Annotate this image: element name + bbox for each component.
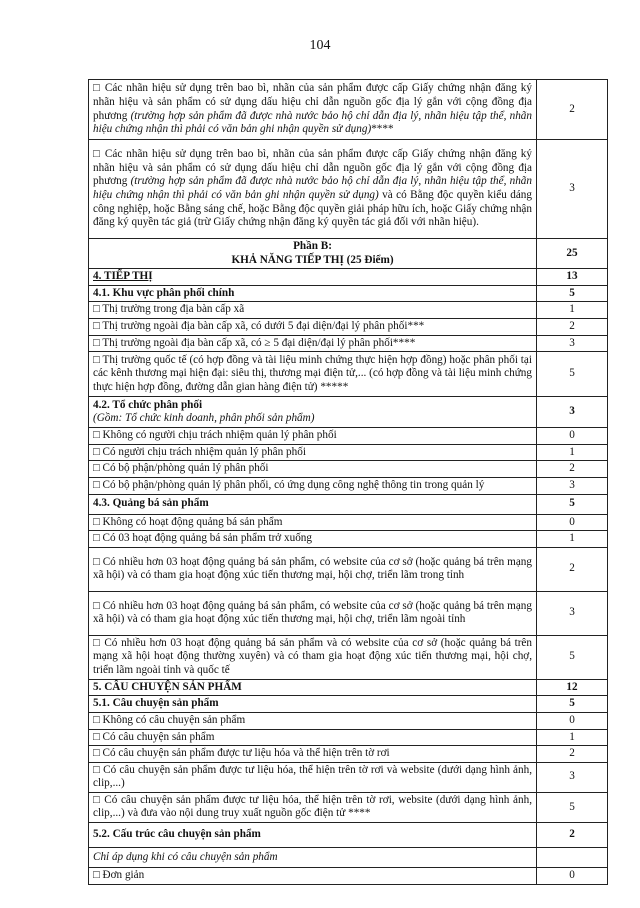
score-cell: 2 — [537, 823, 608, 848]
subsection-title: 5.1. Câu chuyện sản phẩm — [89, 696, 537, 713]
score-cell: 5 — [537, 352, 608, 397]
criterion-text: □ Thị trường quốc tế (có hợp đồng và tài liệu minh chứng thực hiện hợp đồng) hoặc phân phối tại các kênh thương mại hiện đại: siêu thị, thương mại điện tử,... (có hợp đồng và tài liệu minh chứng thực hiện hợp đồng, đường dẫn gian hàng điện tử) ***** — [89, 352, 537, 397]
table-row — [89, 729, 608, 746]
score-cell: 3 — [537, 477, 608, 494]
section-row — [89, 679, 608, 696]
score-cell: 1 — [537, 302, 608, 319]
part-header-row — [89, 239, 608, 269]
criterion-text: □ Có nhiều hơn 03 hoạt động quảng bá sản phẩm, có website của cơ sở (hoặc quảng bá trên mạng xã hội) và có tham gia hoạt động xúc tiến thương mại, hội chợ, triển lãm ngoài tỉnh — [89, 591, 537, 635]
criterion-text: □ Thị trường ngoài địa bàn cấp xã, có dưới 5 đại diện/đại lý phân phối*** — [89, 318, 537, 335]
text-part: □ Các nhãn hiệu sử dụng trên bao bì, nhãn của sản phẩm được cấp Giấy chứng nhận đăng ký nhãn hiệu và sản phẩm có sử dụng dấu hiệu chỉ dẫn nguồn gốc địa lý gắn với cộng đồng địa phương — [93, 82, 532, 122]
table-row — [89, 514, 608, 531]
score-cell: 3 — [537, 762, 608, 792]
score-cell: 5 — [537, 696, 608, 713]
criterion-text: □ Không có câu chuyện sản phẩm — [89, 712, 537, 729]
subsection-title: 4.3. Quảng bá sản phẩm — [89, 494, 537, 514]
score-cell: 1 — [537, 729, 608, 746]
table-row — [89, 591, 608, 635]
score-cell — [537, 848, 608, 868]
subsection-row — [89, 696, 608, 713]
score-cell: 25 — [537, 239, 608, 269]
criterion-text: □ Có nhiều hơn 03 hoạt động quảng bá sản phẩm và có website của cơ sở (hoặc quảng bá trên mạng xã hội hoạt động thường xuyên) và có tham gia hoạt động xúc tiến thương mại, hội chợ, triển lãm ngoài tỉnh và quốc tế — [89, 635, 537, 679]
table-row — [89, 335, 608, 352]
section-row — [89, 269, 608, 286]
page-number: 104 — [309, 38, 331, 53]
table-row — [89, 428, 608, 445]
score-cell: 2 — [537, 746, 608, 763]
criterion-text: □ Không có người chịu trách nhiệm quản lý phân phối — [89, 428, 537, 445]
criterion-text: □ Có câu chuyện sản phẩm được tư liệu hóa và thể hiện trên tờ rơi — [89, 746, 537, 763]
score-cell: 1 — [537, 444, 608, 461]
part-title-line: KHẢ NĂNG TIẾP THỊ (25 Điểm) — [231, 253, 394, 266]
table-row — [89, 547, 608, 591]
note-row — [89, 848, 608, 868]
table-row — [89, 352, 608, 397]
criterion-text: □ Có bộ phận/phòng quản lý phân phối, có ứng dụng công nghệ thông tin trong quản lý — [89, 477, 537, 494]
score-cell: 3 — [537, 397, 608, 428]
criterion-text: □ Có 03 hoạt động quảng bá sản phẩm trở xuống — [89, 531, 537, 548]
subsection-label: 4.2. Tổ chức phân phối — [93, 398, 203, 411]
table-row — [89, 712, 608, 729]
table-row — [89, 762, 608, 792]
subsection-note: (Gồm: Tổ chức kinh doanh, phân phối sản phẩm) — [93, 412, 315, 425]
note-text: Chỉ áp dụng khi có câu chuyện sản phẩm — [89, 848, 537, 868]
table-row — [89, 792, 608, 822]
criterion-text — [89, 80, 537, 140]
score-cell: 0 — [537, 428, 608, 445]
subsection-row — [89, 823, 608, 848]
subsection-row — [89, 397, 608, 428]
score-cell: 2 — [537, 547, 608, 591]
score-cell: 3 — [537, 591, 608, 635]
section-title: 5. CÂU CHUYỆN SẢN PHẨM — [89, 679, 537, 696]
subsection-title: 4.1. Khu vực phân phối chính — [89, 285, 537, 302]
criterion-text: □ Có nhiều hơn 03 hoạt động quảng bá sản phẩm, có website của cơ sở (hoặc quảng bá trên mạng xã hội) và có tham gia hoạt động xúc tiến thương mại, hội chợ, triển lãm trong tỉnh — [89, 547, 537, 591]
subsection-row — [89, 494, 608, 514]
criterion-text: □ Thị trường trong địa bàn cấp xã — [89, 302, 537, 319]
table-row — [89, 868, 608, 885]
score-cell: 2 — [537, 461, 608, 478]
score-cell: 1 — [537, 531, 608, 548]
criterion-text: □ Có người chịu trách nhiệm quản lý phân phối — [89, 444, 537, 461]
text-part: **** — [371, 123, 394, 136]
score-cell: 0 — [537, 712, 608, 729]
section-title: 4. TIẾP THỊ — [89, 269, 537, 286]
score-cell: 3 — [537, 335, 608, 352]
score-cell: 2 — [537, 80, 608, 140]
subsection-title: 5.2. Cấu trúc câu chuyện sản phẩm — [89, 823, 537, 848]
score-cell: 13 — [537, 269, 608, 286]
table-row — [89, 461, 608, 478]
text-italic: (trường hợp sản phẩm đã được nhà nước bảo hộ chỉ dẫn địa lý, nhãn hiệu tập thể, nhãn hiệu chứng nhận thì phải có văn bản ghi nhận quyền sử dụng) — [93, 109, 532, 136]
score-cell: 5 — [537, 635, 608, 679]
part-title — [89, 239, 537, 269]
criterion-text: □ Có bộ phận/phòng quản lý phân phối — [89, 461, 537, 478]
part-title-line: Phần B: — [293, 240, 332, 252]
criteria-table — [88, 79, 608, 885]
score-cell: 3 — [537, 140, 608, 239]
text-part: □ Các nhãn hiệu sử dụng trên bao bì, nhãn của sản phẩm được cấp Giấy chứng nhận đăng ký nhãn hiệu và sản phẩm có sử dụng dấu hiệu chỉ dẫn nguồn gốc địa lý gắn với cộng đồng địa phương — [93, 148, 532, 188]
table-row — [89, 531, 608, 548]
table-row — [89, 140, 608, 239]
score-cell: 2 — [537, 318, 608, 335]
criterion-text: □ Có câu chuyện sản phẩm được tư liệu hóa, thể hiện trên tờ rơi và website (dưới dạng hình ảnh, clip,...) — [89, 762, 537, 792]
table-row — [89, 635, 608, 679]
criterion-text: □ Có câu chuyện sản phẩm được tư liệu hóa, thể hiện trên tờ rơi, website (dưới dạng hình ảnh, clip,...) và đưa vào nội dung truy xuất nguồn gốc điện tử **** — [89, 792, 537, 822]
table-row — [89, 302, 608, 319]
table-row — [89, 318, 608, 335]
table-row — [89, 477, 608, 494]
score-cell: 5 — [537, 494, 608, 514]
criterion-text: □ Thị trường ngoài địa bàn cấp xã, có ≥ 5 đại diện/đại lý phân phối**** — [89, 335, 537, 352]
criterion-text: □ Đơn giản — [89, 868, 537, 885]
score-cell: 12 — [537, 679, 608, 696]
text-italic: (trường hợp sản phẩm đã được nhà nước bảo hộ chỉ dẫn địa lý, nhãn hiệu tập thể, nhãn hiệu chứng nhận thì phải có văn bản ghi nhận quyền sử dụng) — [93, 175, 532, 201]
score-cell: 5 — [537, 792, 608, 822]
score-cell: 0 — [537, 868, 608, 885]
criterion-text — [89, 140, 537, 239]
table-row — [89, 444, 608, 461]
score-cell: 5 — [537, 285, 608, 302]
table-row — [89, 80, 608, 140]
text-part: và có Bằng độc quyền kiểu dáng công nghiệp, hoặc Bằng sáng chế, hoặc Bằng độc quyền giải pháp hữu ích, hoặc Giấy chứng nhận đăng ký quyền tác giả (trừ Giấy chứng nhận đăng ký quyền tác giả đối với nhãn hiệu). — [93, 189, 532, 229]
criterion-text: □ Có câu chuyện sản phẩm — [89, 729, 537, 746]
table-row — [89, 746, 608, 763]
subsection-title — [89, 397, 537, 428]
subsection-row — [89, 285, 608, 302]
score-cell: 0 — [537, 514, 608, 531]
criterion-text: □ Không có hoạt động quảng bá sản phẩm — [89, 514, 537, 531]
